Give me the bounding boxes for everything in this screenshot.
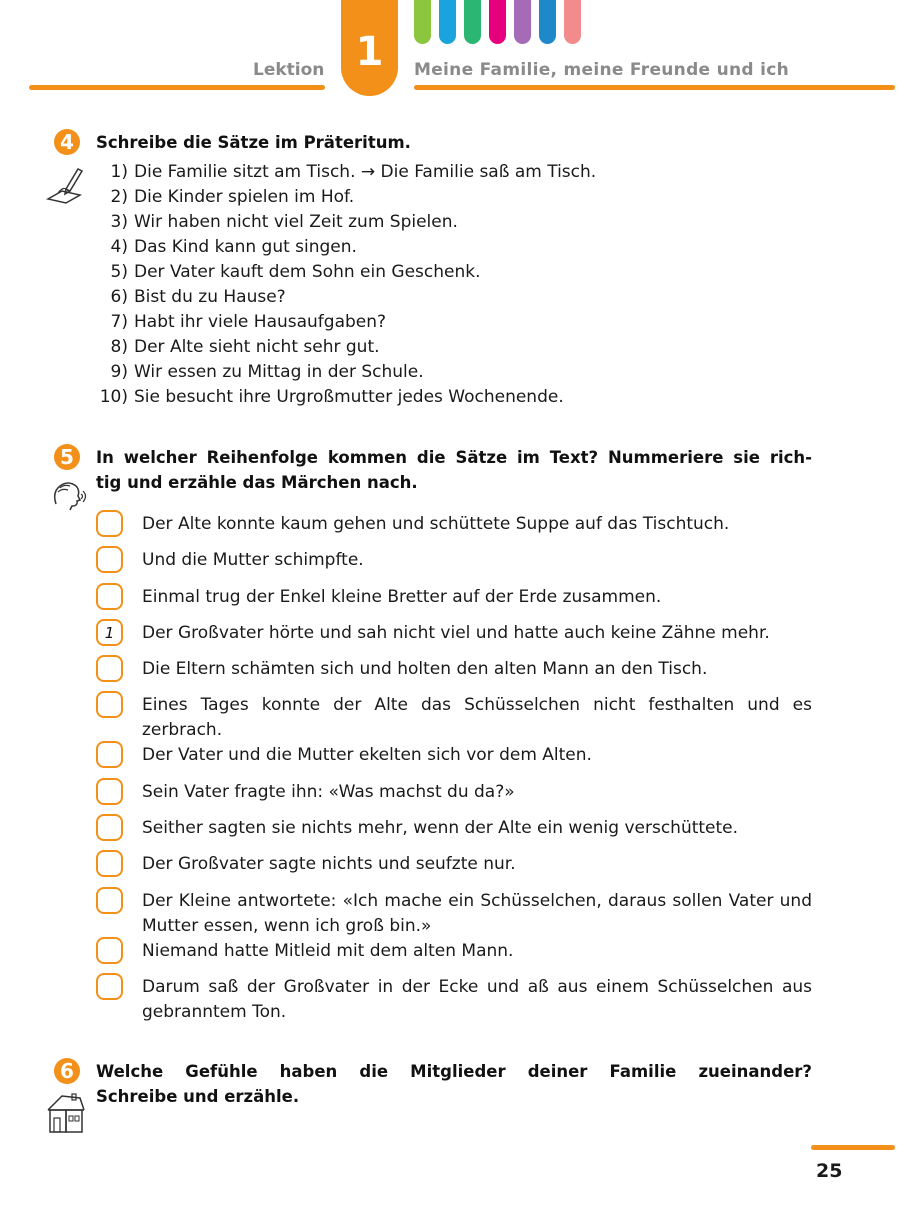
stripe-blue (439, 0, 456, 44)
item-text: Sie besucht ihre Urgroßmutter jedes Wochenende. (134, 387, 564, 407)
item-number: 2) (110, 187, 128, 207)
task-number-badge: 5 (54, 444, 80, 470)
item-number: 5) (110, 262, 128, 282)
stripe-purple (514, 0, 531, 44)
number-box[interactable] (96, 887, 123, 914)
task-title-line1: Welche Gefühle haben die Mitglieder deiner Familie zueinander? (96, 1062, 812, 1081)
list-item (96, 160, 596, 185)
item-text: Sein Vater fragte ihn: «Was machst du da?» (142, 782, 515, 802)
item-text: Wir essen zu Mittag in der Schule. (134, 362, 424, 382)
item-text: Und die Mutter schimpfte. (142, 550, 364, 570)
number-box[interactable] (96, 973, 123, 1000)
item-number: 10) (99, 387, 128, 407)
item-number: 3) (110, 212, 128, 232)
item-text: Darum saß der Großvater in der Ecke und aß aus einem Schüsselchen aus gebranntem Ton. (142, 977, 812, 1022)
list-item (96, 310, 596, 335)
number-box[interactable] (96, 583, 123, 610)
item-text: Der Alte konnte kaum gehen und schüttete Suppe auf das Tischtuch. (142, 514, 730, 534)
number-box[interactable] (96, 691, 123, 718)
item-number: 1) (110, 162, 128, 182)
item-number: 9) (110, 362, 128, 382)
item-text: Niemand hatte Mitleid mit dem alten Mann. (142, 941, 514, 961)
number-box[interactable] (96, 937, 123, 964)
number-box[interactable] (96, 655, 123, 682)
stripe-darkblue (539, 0, 556, 44)
item-text: Bist du zu Hause? (134, 287, 286, 307)
item-text: Der Großvater hörte und sah nicht viel und hatte auch keine Zähne mehr. (142, 623, 770, 643)
item-text: Eines Tages konnte der Alte das Schüsselchen nicht festhalten und es zerbrach. (142, 695, 812, 740)
list-item (96, 385, 596, 410)
list-item (96, 210, 596, 235)
item-text: Die Kinder spielen im Hof. (134, 187, 355, 207)
list-item (96, 235, 596, 260)
page-number: 25 (816, 1160, 843, 1182)
task-title-line2: tig und erzähle das Märchen nach. (96, 473, 418, 492)
item-number: 4) (110, 237, 128, 257)
item-text: Seither sagten sie nichts mehr, wenn der Alte ein wenig verschüttete. (142, 818, 739, 838)
item-number: 7) (110, 312, 128, 332)
number-box[interactable] (96, 850, 123, 877)
task-title: Schreibe die Sätze im Präteritum. (96, 133, 411, 152)
number-box[interactable] (96, 510, 123, 537)
list-item (96, 185, 596, 210)
number-box[interactable]: 1 (96, 619, 123, 646)
item-text: Der Kleine antwortete: «Ich mache ein Schüsselchen, daraus sollen Vater und Mutter essen, wenn ich groß bin.» (142, 891, 812, 936)
stripe-green (414, 0, 431, 44)
header-rule-right (414, 85, 895, 90)
pencil-writing-icon (44, 163, 86, 211)
item-text: Das Kind kann gut singen. (134, 237, 357, 257)
list-item (96, 335, 596, 360)
item-text: Der Alte sieht nicht sehr gut. (134, 337, 380, 357)
task-title-line2: Schreibe und erzähle. (96, 1087, 300, 1106)
number-box[interactable] (96, 546, 123, 573)
number-box[interactable] (96, 814, 123, 841)
sentence-list (96, 160, 596, 410)
task-number-badge: 6 (54, 1058, 80, 1084)
color-stripes (414, 0, 581, 44)
house-icon (44, 1090, 86, 1140)
item-number: 6) (110, 287, 128, 307)
item-text: Einmal trug der Enkel kleine Bretter auf der Erde zusammen. (142, 587, 662, 607)
item-text: Die Familie sitzt am Tisch. → Die Familie saß am Tisch. (134, 162, 597, 182)
lektion-number-tab: 1 (341, 0, 398, 96)
speaking-head-icon (48, 478, 88, 516)
task-title-line1: In welcher Reihenfolge kommen die Sätze im Text? Nummeriere sie rich- (96, 448, 812, 467)
item-text: Der Vater und die Mutter ekelten sich vor dem Alten. (142, 745, 592, 765)
item-text: Der Großvater sagte nichts und seufzte nur. (142, 854, 516, 874)
number-box[interactable] (96, 741, 123, 768)
header-rule-left (29, 85, 325, 90)
stripe-pink (564, 0, 581, 44)
list-item (96, 285, 596, 310)
item-number: 8) (110, 337, 128, 357)
stripe-magenta (489, 0, 506, 44)
footer-rule (811, 1145, 895, 1150)
list-item (96, 360, 596, 385)
item-text: Die Eltern schämten sich und holten den alten Mann an den Tisch. (142, 659, 708, 679)
item-text: Habt ihr viele Hausaufgaben? (134, 312, 387, 332)
task-number-badge: 4 (54, 129, 80, 155)
chapter-title: Meine Familie, meine Freunde und ich (414, 60, 789, 80)
number-box[interactable] (96, 778, 123, 805)
item-text: Wir haben nicht viel Zeit zum Spielen. (134, 212, 458, 232)
list-item (96, 260, 596, 285)
item-text: Der Vater kauft dem Sohn ein Geschenk. (134, 262, 481, 282)
lektion-label: Lektion (253, 60, 325, 80)
stripe-teal (464, 0, 481, 44)
